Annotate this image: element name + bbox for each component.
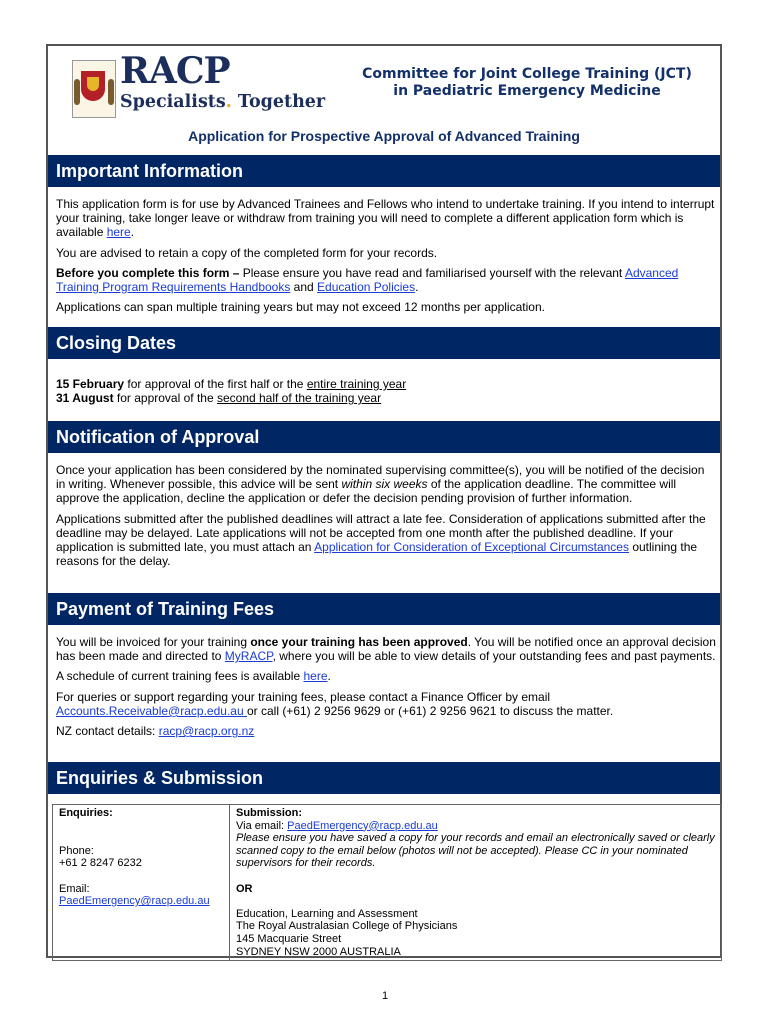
enquiries-table xyxy=(52,804,722,961)
submission-email-link[interactable]: PaedEmergency@racp.edu.au xyxy=(287,819,438,832)
exceptional-circumstances-link[interactable]: Application for Consideration of Exceptional Circumstances xyxy=(314,540,629,555)
notification-heading: Notification of Approval xyxy=(48,419,720,453)
education-policies-link[interactable]: Education Policies xyxy=(317,280,416,295)
form-title: Application for Prospective Approval of Advanced Training xyxy=(188,128,580,144)
important-info-heading: Important Information xyxy=(48,153,720,187)
submission-cell: Submission: Via email: PaedEmergency@racp.edu.au Please ensure you have saved a copy for your records and email an electronically saved or clearly scanned copy to the email below (photos will not be accepted). Please CC in your nominated supervisors for their records. OR Education, Learning and Assessment The Royal Australasian College of Physicians 145 Macquarie Street SYDNEY NSW 2000 AUSTRALIA xyxy=(230,805,722,961)
page-number: 1 xyxy=(381,990,389,1002)
myracp-link[interactable]: MyRACP xyxy=(224,649,273,664)
header xyxy=(48,46,720,154)
notification-body: Once your application has been considered by the nominated supervising committee(s), you will be notified of the decision in writing. Whenever possible, this advice will be sent within six weeks of the application deadline. The committee will approve the application, decline the application or defer the decision pending provision of further information. Applications submitted after the published deadlines will attract a late fee. Consideration of applications submitted after the deadline may be delayed. Late applications will not be accepted from one month after the published deadline. If your application is submitted late, you must attach an Application for Consideration of Exceptional Circumstances outlining the reasons for the delay. xyxy=(56,463,706,569)
closing-dates-heading: Closing Dates xyxy=(48,325,720,359)
racp-crest-icon xyxy=(72,60,116,118)
handbooks-link[interactable]: Advanced Training Program Requirements Handbooks xyxy=(56,265,679,295)
closing-dates-body: 15 February for approval of the first half or the entire training year 31 August for approval of the second half of the training year xyxy=(56,377,407,406)
enquiries-email-link[interactable]: PaedEmergency@racp.edu.au xyxy=(59,895,210,908)
payment-body: You will be invoiced for your training once your training has been approved. You will be notified once an approval decision has been made and directed to MyRACP, where you will be able to view details of your outstanding fees and past payments. A schedule of current training fees is available here. For queries or support regarding your training fees, please contact a Finance Officer by email Accounts.Receivable@racp.edu.au or call (+61) 2 9256 9629 or (+61) 2 9256 9621 to discuss the matter. NZ contact details: racp@racp.org.nz xyxy=(56,635,716,739)
nz-email-link[interactable]: racp@racp.org.nz xyxy=(158,724,255,739)
important-info-body: This application form is for use by Advanced Trainees and Fellows who intend to undertake training. If you intend to interrupt your training, take longer leave or withdraw from training you will need to complete a different application form which is available here. You are advised to retain a copy of the completed form for your records. Before you complete this form – Please ensure you have read and familiarised yourself with the relevant Advanced Training Program Requirements Handbooks and Education Policies. Applications can span multiple training years but may not exceed 12 months per application. xyxy=(56,197,715,315)
fees-schedule-link[interactable]: here xyxy=(303,669,328,684)
enquiries-heading: Enquiries & Submission xyxy=(48,760,720,794)
racp-logo-tagline: Specialists. Together xyxy=(120,92,326,112)
accounts-email-link[interactable]: Accounts.Receivable@racp.edu.au xyxy=(56,703,247,718)
interrupt-form-link[interactable]: here xyxy=(106,225,131,240)
committee-title: Committee for Joint College Training (JCT) in Paediatric Emergency Medicine xyxy=(362,66,692,99)
racp-logo-text: RACP xyxy=(120,50,230,92)
enquiries-cell: Enquiries: Phone: +61 2 8247 6232 Email: PaedEmergency@racp.edu.au xyxy=(53,805,230,961)
payment-heading: Payment of Training Fees xyxy=(48,591,720,625)
